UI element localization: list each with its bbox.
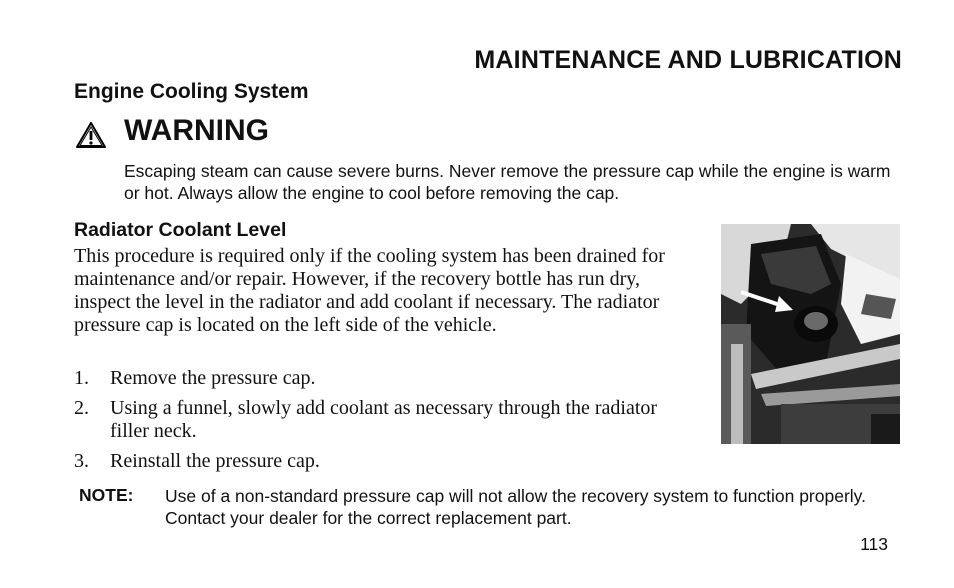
step-item — [74, 450, 674, 473]
step-text: Remove the pressure cap. — [110, 367, 316, 389]
section-title: MAINTENANCE AND LUBRICATION — [474, 46, 902, 74]
coolant-level-title: Radiator Coolant Level — [74, 219, 287, 241]
warning-triangle-icon — [76, 122, 106, 148]
step-number: 2. — [74, 397, 89, 419]
step-number: 1. — [74, 367, 89, 389]
step-item — [74, 367, 674, 390]
procedure-steps — [74, 367, 674, 480]
coolant-level-body: This procedure is required only if the cooling system has been drained for maintenance and/or repair. However, if the recovery bottle has run dry, inspect the level in the radiator and add coolant if necessary. The radiator pressure cap is located on the left side of the vehicle. — [74, 245, 665, 336]
subsection-title: Engine Cooling System — [74, 80, 309, 103]
step-item — [74, 397, 674, 443]
step-text: Reinstall the pressure cap. — [110, 450, 320, 472]
page-number: 113 — [860, 534, 888, 554]
step-text: Using a funnel, slowly add coolant as necessary through the radiator filler neck. — [110, 397, 658, 442]
warning-title: WARNING — [124, 114, 269, 147]
warning-text: Escaping steam can cause severe burns. Never remove the pressure cap while the engine is warm or hot. Always allow the engine to cool before removing the cap. — [124, 161, 891, 203]
note-text: Use of a non-standard pressure cap will not allow the recovery system to function properly. Contact your dealer for the correct replacement part. — [165, 486, 866, 528]
note-label: NOTE: — [79, 485, 134, 505]
step-number: 3. — [74, 450, 89, 472]
radiator-cap-photo — [721, 224, 900, 444]
